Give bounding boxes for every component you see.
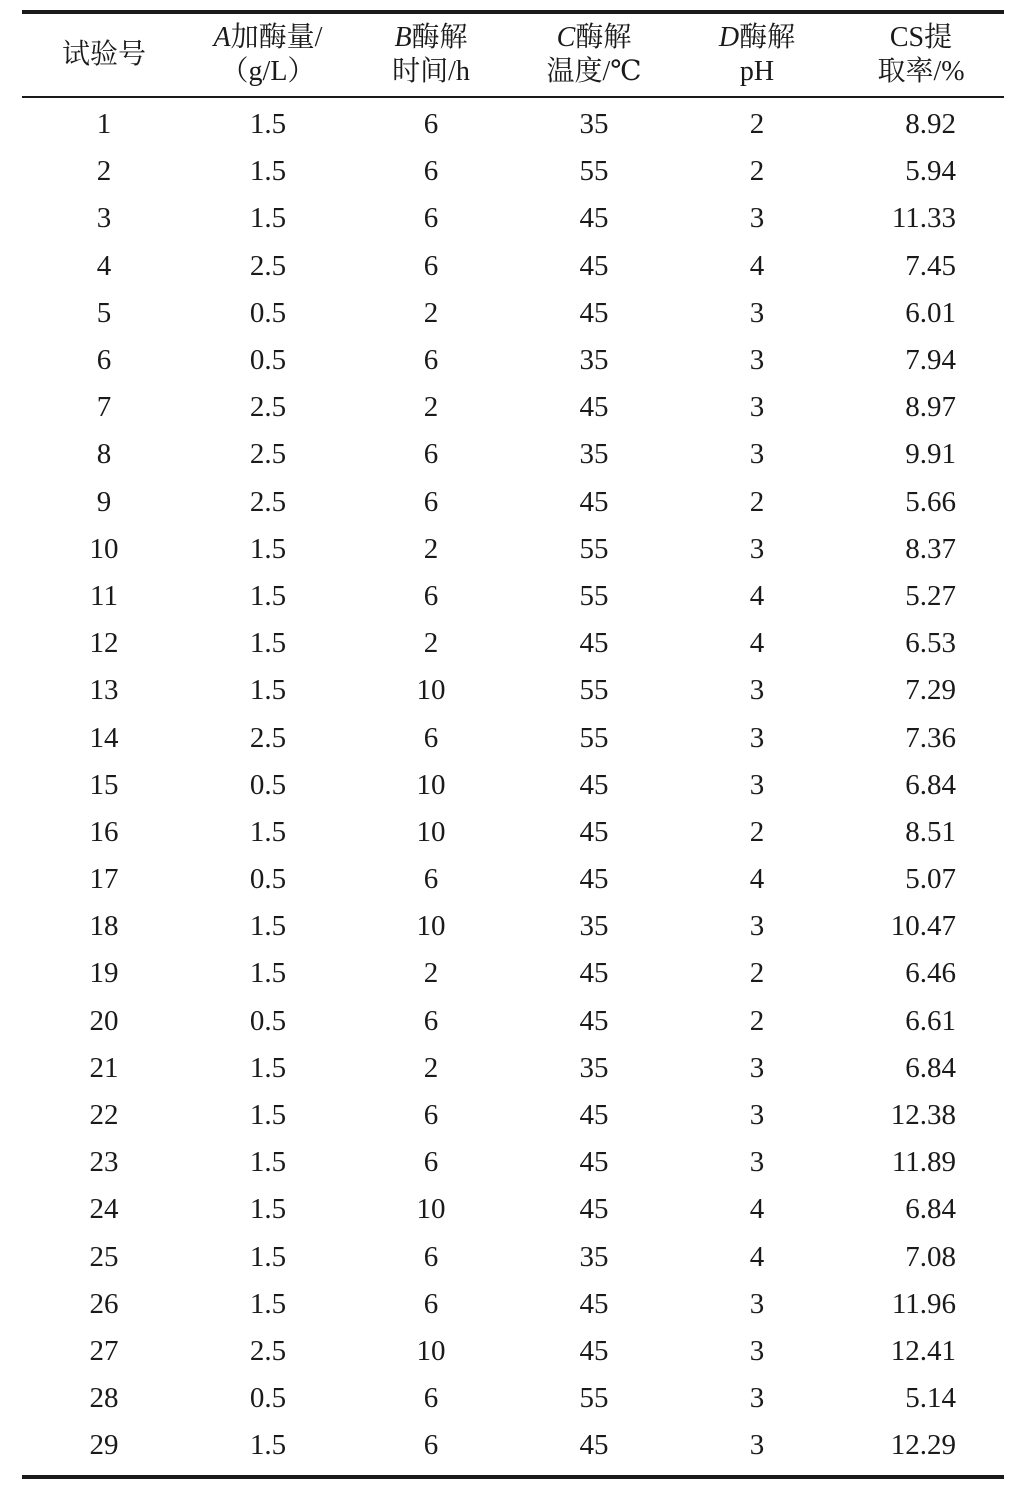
table-row: [22, 1234, 1004, 1281]
cell-trial-no: 17: [89, 863, 119, 896]
cell-trial-no: 18: [89, 910, 119, 943]
cell-hydrolysis-ph: 3: [749, 1051, 765, 1084]
cell-hydrolysis-ph: 3: [749, 1146, 765, 1179]
cell-hydrolysis-time: 10: [416, 1193, 446, 1226]
cell-trial-no: 7: [96, 391, 112, 424]
cell-hydrolysis-ph: 4: [749, 863, 765, 896]
cell-cs-extraction-rate: 11.96: [891, 1287, 956, 1320]
cell-hydrolysis-time: 2: [423, 627, 439, 660]
cell-trial-no: 2: [96, 155, 112, 188]
cell-enzyme-dosage: 1.5: [249, 1240, 287, 1273]
cell-enzyme-dosage: 1.5: [249, 1099, 287, 1132]
cell-cs-extraction-rate: 7.45: [905, 249, 956, 282]
cell-hydrolysis-ph: 3: [749, 1334, 765, 1367]
table-row: [22, 337, 1004, 384]
cell-hydrolysis-time: 6: [423, 721, 439, 754]
table-row: [22, 1186, 1004, 1233]
table-row: [22, 1045, 1004, 1092]
cell-trial-no: 4: [96, 249, 112, 282]
table-row: [22, 1375, 1004, 1422]
cell-hydrolysis-time: 6: [423, 202, 439, 235]
cell-enzyme-dosage: 2.5: [249, 1334, 287, 1367]
header-cs-extraction-rate: CS提 取率/%: [877, 22, 965, 87]
cell-enzyme-dosage: 0.5: [249, 768, 287, 801]
cell-trial-no: 29: [89, 1429, 119, 1462]
table-row: [22, 856, 1004, 903]
cell-hydrolysis-time: 6: [423, 1004, 439, 1037]
cell-cs-extraction-rate: 7.94: [905, 344, 956, 377]
cell-enzyme-dosage: 1.5: [249, 957, 287, 990]
cell-hydrolysis-temperature: 45: [579, 391, 609, 424]
cell-enzyme-dosage: 1.5: [249, 627, 287, 660]
cell-hydrolysis-temperature: 45: [579, 1099, 609, 1132]
table-row: [22, 1281, 1004, 1328]
header-hydrolysis-ph: D酶解 pH: [718, 22, 796, 87]
cell-trial-no: 21: [89, 1051, 119, 1084]
table-row: [22, 479, 1004, 526]
cell-enzyme-dosage: 1.5: [249, 1051, 287, 1084]
cell-cs-extraction-rate: 12.29: [890, 1429, 956, 1462]
cell-enzyme-dosage: 2.5: [249, 438, 287, 471]
cell-cs-extraction-rate: 8.97: [905, 391, 956, 424]
cell-hydrolysis-temperature: 45: [579, 1146, 609, 1179]
table-row: [22, 1139, 1004, 1186]
cell-cs-extraction-rate: 5.07: [905, 863, 956, 896]
cell-cs-extraction-rate: 6.46: [905, 957, 956, 990]
cell-hydrolysis-ph: 3: [749, 1287, 765, 1320]
table-row: [22, 1422, 1004, 1469]
cell-cs-extraction-rate: 7.29: [905, 674, 956, 707]
cell-enzyme-dosage: 1.5: [249, 1193, 287, 1226]
cell-hydrolysis-temperature: 45: [579, 1287, 609, 1320]
cell-hydrolysis-time: 10: [416, 674, 446, 707]
cell-hydrolysis-time: 6: [423, 1146, 439, 1179]
cell-enzyme-dosage: 2.5: [249, 485, 287, 518]
cell-trial-no: 8: [96, 438, 112, 471]
cell-cs-extraction-rate: 8.51: [905, 815, 956, 848]
cell-hydrolysis-ph: 4: [749, 1193, 765, 1226]
table-row: [22, 290, 1004, 337]
cell-enzyme-dosage: 0.5: [249, 1004, 287, 1037]
cell-hydrolysis-ph: 3: [749, 202, 765, 235]
cell-hydrolysis-temperature: 45: [579, 627, 609, 660]
cell-trial-no: 20: [89, 1004, 119, 1037]
cell-cs-extraction-rate: 11.33: [891, 202, 956, 235]
cell-hydrolysis-ph: 2: [749, 108, 765, 141]
cell-hydrolysis-time: 2: [423, 296, 439, 329]
table-row: [22, 809, 1004, 856]
cell-hydrolysis-ph: 4: [749, 579, 765, 612]
cell-hydrolysis-time: 6: [423, 485, 439, 518]
cell-enzyme-dosage: 0.5: [249, 296, 287, 329]
cell-hydrolysis-ph: 2: [749, 957, 765, 990]
cell-hydrolysis-time: 6: [423, 863, 439, 896]
cell-trial-no: 24: [89, 1193, 119, 1226]
cell-cs-extraction-rate: 12.41: [890, 1334, 956, 1367]
cell-enzyme-dosage: 1.5: [249, 108, 287, 141]
header-hydrolysis-temperature: C酶解 温度/℃: [546, 22, 642, 87]
cell-hydrolysis-ph: 3: [749, 768, 765, 801]
cell-hydrolysis-ph: 3: [749, 674, 765, 707]
cell-hydrolysis-ph: 3: [749, 721, 765, 754]
table-row: [22, 573, 1004, 620]
cell-hydrolysis-time: 6: [423, 579, 439, 612]
cell-hydrolysis-time: 6: [423, 1099, 439, 1132]
cell-hydrolysis-temperature: 45: [579, 1334, 609, 1367]
cell-hydrolysis-time: 2: [423, 1051, 439, 1084]
table-header-row: [22, 14, 1004, 96]
cell-hydrolysis-temperature: 55: [579, 579, 609, 612]
cell-hydrolysis-temperature: 45: [579, 1429, 609, 1462]
cell-hydrolysis-ph: 3: [749, 438, 765, 471]
cell-trial-no: 19: [89, 957, 119, 990]
table-row: [22, 526, 1004, 573]
cell-hydrolysis-time: 10: [416, 768, 446, 801]
cell-hydrolysis-temperature: 45: [579, 863, 609, 896]
cell-hydrolysis-ph: 2: [749, 155, 765, 188]
cell-hydrolysis-ph: 3: [749, 1099, 765, 1132]
cell-enzyme-dosage: 1.5: [249, 815, 287, 848]
cell-trial-no: 9: [96, 485, 112, 518]
cell-cs-extraction-rate: 6.53: [905, 627, 956, 660]
table-row: [22, 762, 1004, 809]
cell-hydrolysis-ph: 3: [749, 1429, 765, 1462]
cell-hydrolysis-ph: 2: [749, 1004, 765, 1037]
cell-enzyme-dosage: 1.5: [249, 674, 287, 707]
cell-cs-extraction-rate: 11.89: [891, 1146, 956, 1179]
cell-trial-no: 13: [89, 674, 119, 707]
cell-cs-extraction-rate: 5.27: [905, 579, 956, 612]
cell-enzyme-dosage: 1.5: [249, 155, 287, 188]
cell-hydrolysis-time: 6: [423, 1240, 439, 1273]
cell-hydrolysis-temperature: 45: [579, 768, 609, 801]
cell-cs-extraction-rate: 12.38: [890, 1099, 956, 1132]
cell-trial-no: 6: [96, 344, 112, 377]
cell-trial-no: 1: [96, 108, 112, 141]
cell-cs-extraction-rate: 6.01: [905, 296, 956, 329]
cell-trial-no: 28: [89, 1382, 119, 1415]
cell-hydrolysis-time: 6: [423, 249, 439, 282]
cell-hydrolysis-temperature: 55: [579, 721, 609, 754]
cell-hydrolysis-ph: 3: [749, 1382, 765, 1415]
cell-enzyme-dosage: 0.5: [249, 863, 287, 896]
cell-hydrolysis-ph: 3: [749, 391, 765, 424]
cell-trial-no: 12: [89, 627, 119, 660]
cell-hydrolysis-time: 2: [423, 532, 439, 565]
cell-hydrolysis-time: 6: [423, 108, 439, 141]
cell-cs-extraction-rate: 7.08: [905, 1240, 956, 1273]
table-bottom-rule: [22, 1475, 1004, 1479]
cell-hydrolysis-temperature: 45: [579, 296, 609, 329]
cell-hydrolysis-ph: 2: [749, 485, 765, 518]
cell-hydrolysis-temperature: 45: [579, 202, 609, 235]
cell-enzyme-dosage: 2.5: [249, 249, 287, 282]
cell-cs-extraction-rate: 5.14: [905, 1382, 956, 1415]
cell-hydrolysis-temperature: 35: [579, 1051, 609, 1084]
cell-trial-no: 10: [89, 532, 119, 565]
cell-hydrolysis-ph: 3: [749, 296, 765, 329]
table-row: [22, 1328, 1004, 1375]
table-row: [22, 1092, 1004, 1139]
cell-enzyme-dosage: 1.5: [249, 1146, 287, 1179]
cell-hydrolysis-ph: 2: [749, 815, 765, 848]
cell-hydrolysis-temperature: 45: [579, 957, 609, 990]
cell-hydrolysis-temperature: 45: [579, 1193, 609, 1226]
cell-hydrolysis-ph: 3: [749, 532, 765, 565]
cell-enzyme-dosage: 1.5: [249, 532, 287, 565]
cell-trial-no: 3: [96, 202, 112, 235]
cell-enzyme-dosage: 1.5: [249, 579, 287, 612]
cell-cs-extraction-rate: 7.36: [905, 721, 956, 754]
cell-hydrolysis-time: 6: [423, 438, 439, 471]
cell-hydrolysis-time: 10: [416, 1334, 446, 1367]
cell-hydrolysis-temperature: 35: [579, 438, 609, 471]
cell-cs-extraction-rate: 8.92: [905, 108, 956, 141]
table-row: [22, 620, 1004, 667]
cell-hydrolysis-time: 6: [423, 344, 439, 377]
cell-hydrolysis-temperature: 35: [579, 108, 609, 141]
cell-hydrolysis-time: 6: [423, 1429, 439, 1462]
cell-trial-no: 15: [89, 768, 119, 801]
cell-hydrolysis-time: 2: [423, 391, 439, 424]
table-row: [22, 195, 1004, 242]
cell-hydrolysis-time: 10: [416, 910, 446, 943]
cell-enzyme-dosage: 1.5: [249, 1429, 287, 1462]
cell-trial-no: 25: [89, 1240, 119, 1273]
cell-cs-extraction-rate: 6.84: [905, 768, 956, 801]
cell-enzyme-dosage: 2.5: [249, 391, 287, 424]
cell-hydrolysis-temperature: 45: [579, 249, 609, 282]
data-table: [22, 10, 1004, 1479]
table-row: [22, 714, 1004, 761]
cell-hydrolysis-time: 6: [423, 1382, 439, 1415]
cell-hydrolysis-temperature: 35: [579, 344, 609, 377]
cell-hydrolysis-temperature: 55: [579, 155, 609, 188]
cell-trial-no: 23: [89, 1146, 119, 1179]
cell-enzyme-dosage: 1.5: [249, 910, 287, 943]
cell-hydrolysis-ph: 4: [749, 249, 765, 282]
cell-cs-extraction-rate: 9.91: [905, 438, 956, 471]
cell-cs-extraction-rate: 5.66: [905, 485, 956, 518]
cell-hydrolysis-time: 6: [423, 1287, 439, 1320]
cell-enzyme-dosage: 0.5: [249, 344, 287, 377]
cell-cs-extraction-rate: 8.37: [905, 532, 956, 565]
cell-trial-no: 16: [89, 815, 119, 848]
cell-hydrolysis-temperature: 55: [579, 674, 609, 707]
table-row: [22, 950, 1004, 997]
table-row: [22, 101, 1004, 148]
cell-hydrolysis-time: 6: [423, 155, 439, 188]
table-body: [22, 98, 1004, 1475]
cell-hydrolysis-time: 10: [416, 815, 446, 848]
cell-enzyme-dosage: 1.5: [249, 1287, 287, 1320]
cell-hydrolysis-temperature: 35: [579, 910, 609, 943]
cell-hydrolysis-temperature: 45: [579, 815, 609, 848]
cell-hydrolysis-temperature: 45: [579, 1004, 609, 1037]
cell-hydrolysis-temperature: 55: [579, 532, 609, 565]
table-row: [22, 667, 1004, 714]
cell-hydrolysis-temperature: 55: [579, 1382, 609, 1415]
cell-hydrolysis-ph: 3: [749, 344, 765, 377]
table-row: [22, 998, 1004, 1045]
cell-trial-no: 5: [96, 296, 112, 329]
table-row: [22, 243, 1004, 290]
cell-cs-extraction-rate: 6.84: [905, 1193, 956, 1226]
cell-hydrolysis-temperature: 45: [579, 485, 609, 518]
table-row: [22, 431, 1004, 478]
cell-cs-extraction-rate: 6.84: [905, 1051, 956, 1084]
cell-trial-no: 22: [89, 1099, 119, 1132]
cell-hydrolysis-time: 2: [423, 957, 439, 990]
header-hydrolysis-time: B酶解 时间/h: [392, 22, 470, 87]
cell-cs-extraction-rate: 10.47: [890, 910, 956, 943]
cell-enzyme-dosage: 2.5: [249, 721, 287, 754]
cell-enzyme-dosage: 0.5: [249, 1382, 287, 1415]
cell-trial-no: 14: [89, 721, 119, 754]
cell-cs-extraction-rate: 6.61: [905, 1004, 956, 1037]
table-row: [22, 903, 1004, 950]
header-enzyme-dosage: A加酶量/ （g/L）: [213, 22, 323, 87]
cell-trial-no: 26: [89, 1287, 119, 1320]
cell-hydrolysis-ph: 4: [749, 1240, 765, 1273]
cell-trial-no: 27: [89, 1334, 119, 1367]
cell-enzyme-dosage: 1.5: [249, 202, 287, 235]
table-row: [22, 148, 1004, 195]
cell-trial-no: 11: [90, 579, 118, 612]
cell-hydrolysis-temperature: 35: [579, 1240, 609, 1273]
cell-cs-extraction-rate: 5.94: [905, 155, 956, 188]
cell-hydrolysis-ph: 4: [749, 627, 765, 660]
cell-hydrolysis-ph: 3: [749, 910, 765, 943]
table-row: [22, 384, 1004, 431]
header-trial-no: 试验号: [61, 39, 146, 70]
